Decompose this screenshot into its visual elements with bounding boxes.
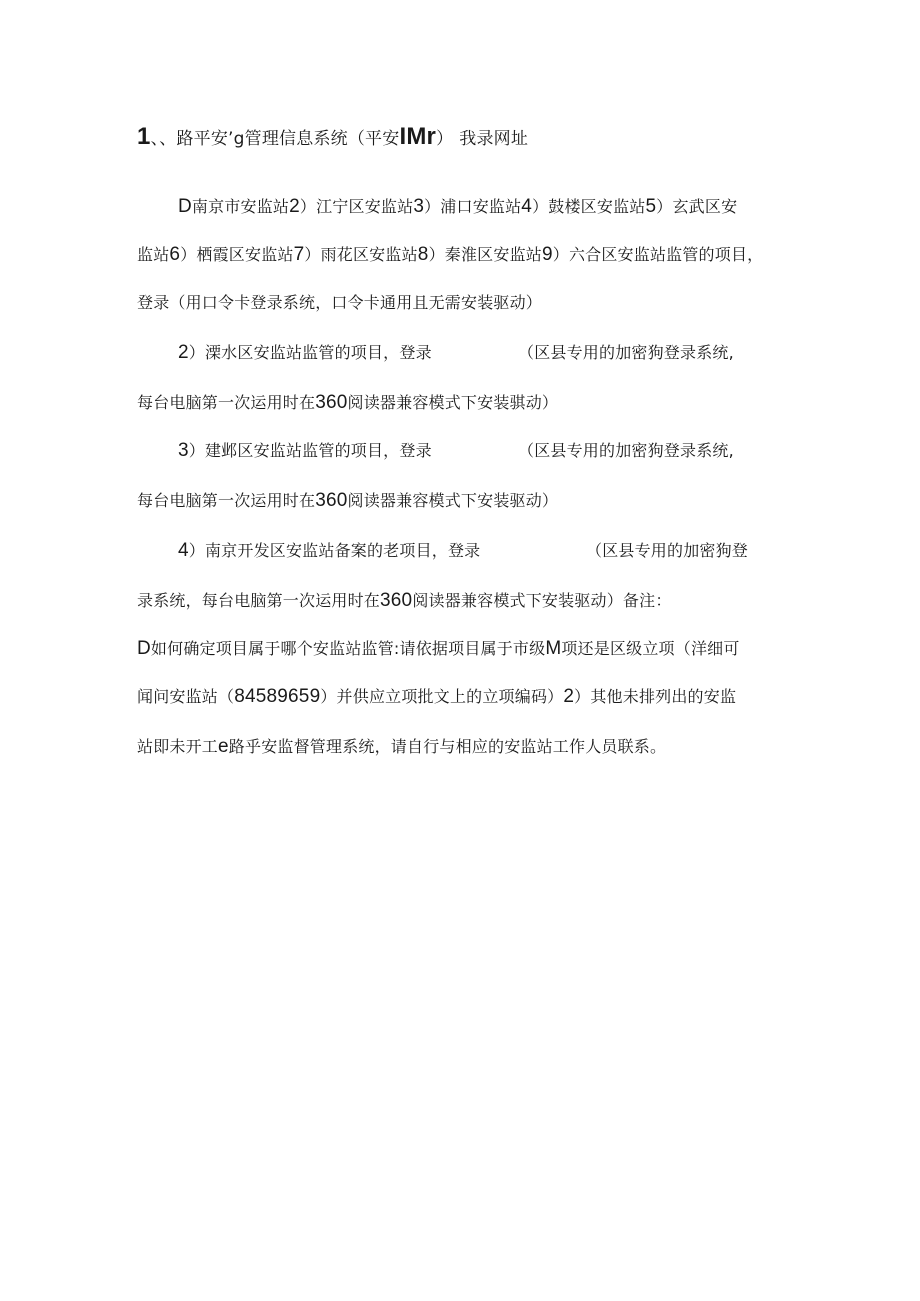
notes-line-1 — [137, 638, 740, 660]
p1-l2-s4: ）雨花区安监站 — [304, 245, 418, 264]
notes-l3-s0: 站即未开工 — [137, 737, 219, 756]
notes-l1-s0: D — [137, 638, 151, 659]
p1-l1-s9: ）玄武区安 — [656, 197, 738, 216]
p4-line-1 — [178, 540, 480, 562]
p1-l2-s6: ）秦淮区安监站 — [428, 245, 542, 264]
p2-line-1b — [518, 342, 734, 364]
notes-l2-s3: 2 — [563, 686, 575, 707]
p3-line-2 — [137, 490, 558, 512]
p1-l1-s7: ）鼓楼区安监站 — [532, 197, 646, 216]
p1-l2-s5: 8 — [417, 244, 429, 265]
heading-number: 1 — [137, 123, 151, 150]
p1-l1-s3: ）江宁区安监站 — [299, 197, 414, 216]
p2-line-1 — [178, 342, 432, 364]
notes-l2-s2: ）并供应立项批文上的立项编码） — [320, 687, 564, 706]
p2-c3: 阅读器兼容模式下安装骐动） — [347, 393, 559, 412]
notes-line-3 — [137, 736, 666, 758]
p2-c2: 360 — [315, 392, 348, 413]
notes-l1-s3: 项还是区级立项（洋细可 — [561, 639, 740, 658]
p3-line-1b — [518, 440, 734, 462]
p1-l1-s0: D — [178, 196, 192, 217]
p1-line-1 — [178, 196, 737, 218]
p1-l2-s2: ）栖霞区安监站 — [180, 245, 294, 264]
notes-l3-s2: 路乎安监督管理系统，请自行与相应的安监站工作人员联系。 — [228, 737, 667, 756]
p3-c1: 每台电脑第一次运用时在 — [137, 491, 316, 510]
p4-text-b: （区县专用的加密狗登 — [586, 541, 749, 560]
notes-line-2 — [137, 686, 736, 708]
p2-c1: 每台电脑第一次运用时在 — [137, 393, 316, 412]
p1-l2-s8: ）六合区安监站监管的项目， — [552, 245, 764, 264]
notes-l2-s1: 84589659 — [234, 686, 321, 707]
p2-text-b: （区县专用的加密狗登录系统, — [518, 343, 734, 362]
p3-text-b: （区县专用的加密狗登录系统, — [518, 441, 734, 460]
p3-line-1 — [178, 440, 432, 462]
p2-number: 2 — [178, 342, 189, 363]
p3-c3: 阅读器兼容模式下安装驱动） — [347, 491, 559, 510]
heading-text-c: ） — [436, 129, 454, 149]
notes-l2-s4: ）其他未排列出的安监 — [574, 687, 737, 706]
p3-c2: 360 — [315, 490, 348, 511]
p4-number: 4 — [178, 540, 189, 561]
p2-text-a: ）溧水区安监站监管的项目，登录 — [188, 343, 432, 362]
p1-l2-s3: 7 — [293, 244, 305, 265]
p1-l1-s6: 4 — [521, 196, 533, 217]
notes-l2-s0: 闻问安监站（ — [137, 687, 235, 706]
p1-l1-s2: 2 — [289, 196, 300, 217]
p4-line-2 — [137, 590, 672, 612]
p4-c1: 录系统，每台电脑第一次运用时在 — [137, 591, 381, 610]
notes-l1-s1: 如何确定项目属于哪个安监站监管:请依据项目属于市级 — [150, 639, 546, 658]
p3-text-a: ）建邺区安监站监管的项目，登录 — [188, 441, 432, 460]
p1-l2-s1: 6 — [169, 244, 181, 265]
notes-l3-s1: e — [218, 736, 229, 757]
p4-line-1b — [586, 540, 748, 562]
p4-c3: 阅读器兼容模式下安装驱动）备注： — [412, 591, 672, 610]
heading-text-b: IMr — [399, 123, 437, 150]
notes-l1-s2: M — [545, 638, 562, 659]
p1-l1-s1: 南京市安监站 — [191, 197, 290, 216]
p1-l1-s4: 3 — [413, 196, 425, 217]
p1-l2-s7: 9 — [541, 244, 553, 265]
p3-number: 3 — [178, 440, 189, 461]
heading-line — [137, 123, 529, 150]
p4-c2: 360 — [380, 590, 413, 611]
p1-l3: 登录（用口令卡登录系统，口令卡通用且无需安装驱动） — [137, 293, 543, 312]
p1-line-2 — [137, 244, 763, 266]
heading-text-a: 、、路平安’g管理信息系统（平安 — [150, 129, 400, 149]
p4-text-a: ）南京开发区安监站备案的老项目，登录 — [188, 541, 481, 560]
p1-l1-s8: 5 — [645, 196, 657, 217]
p2-line-2 — [137, 392, 558, 414]
p1-l1-s5: ）浦口安监站 — [424, 197, 522, 216]
heading-text-d: 我录网址 — [459, 129, 529, 149]
p1-l2-s0: 监站 — [137, 245, 170, 264]
p1-line-3 — [137, 292, 542, 314]
